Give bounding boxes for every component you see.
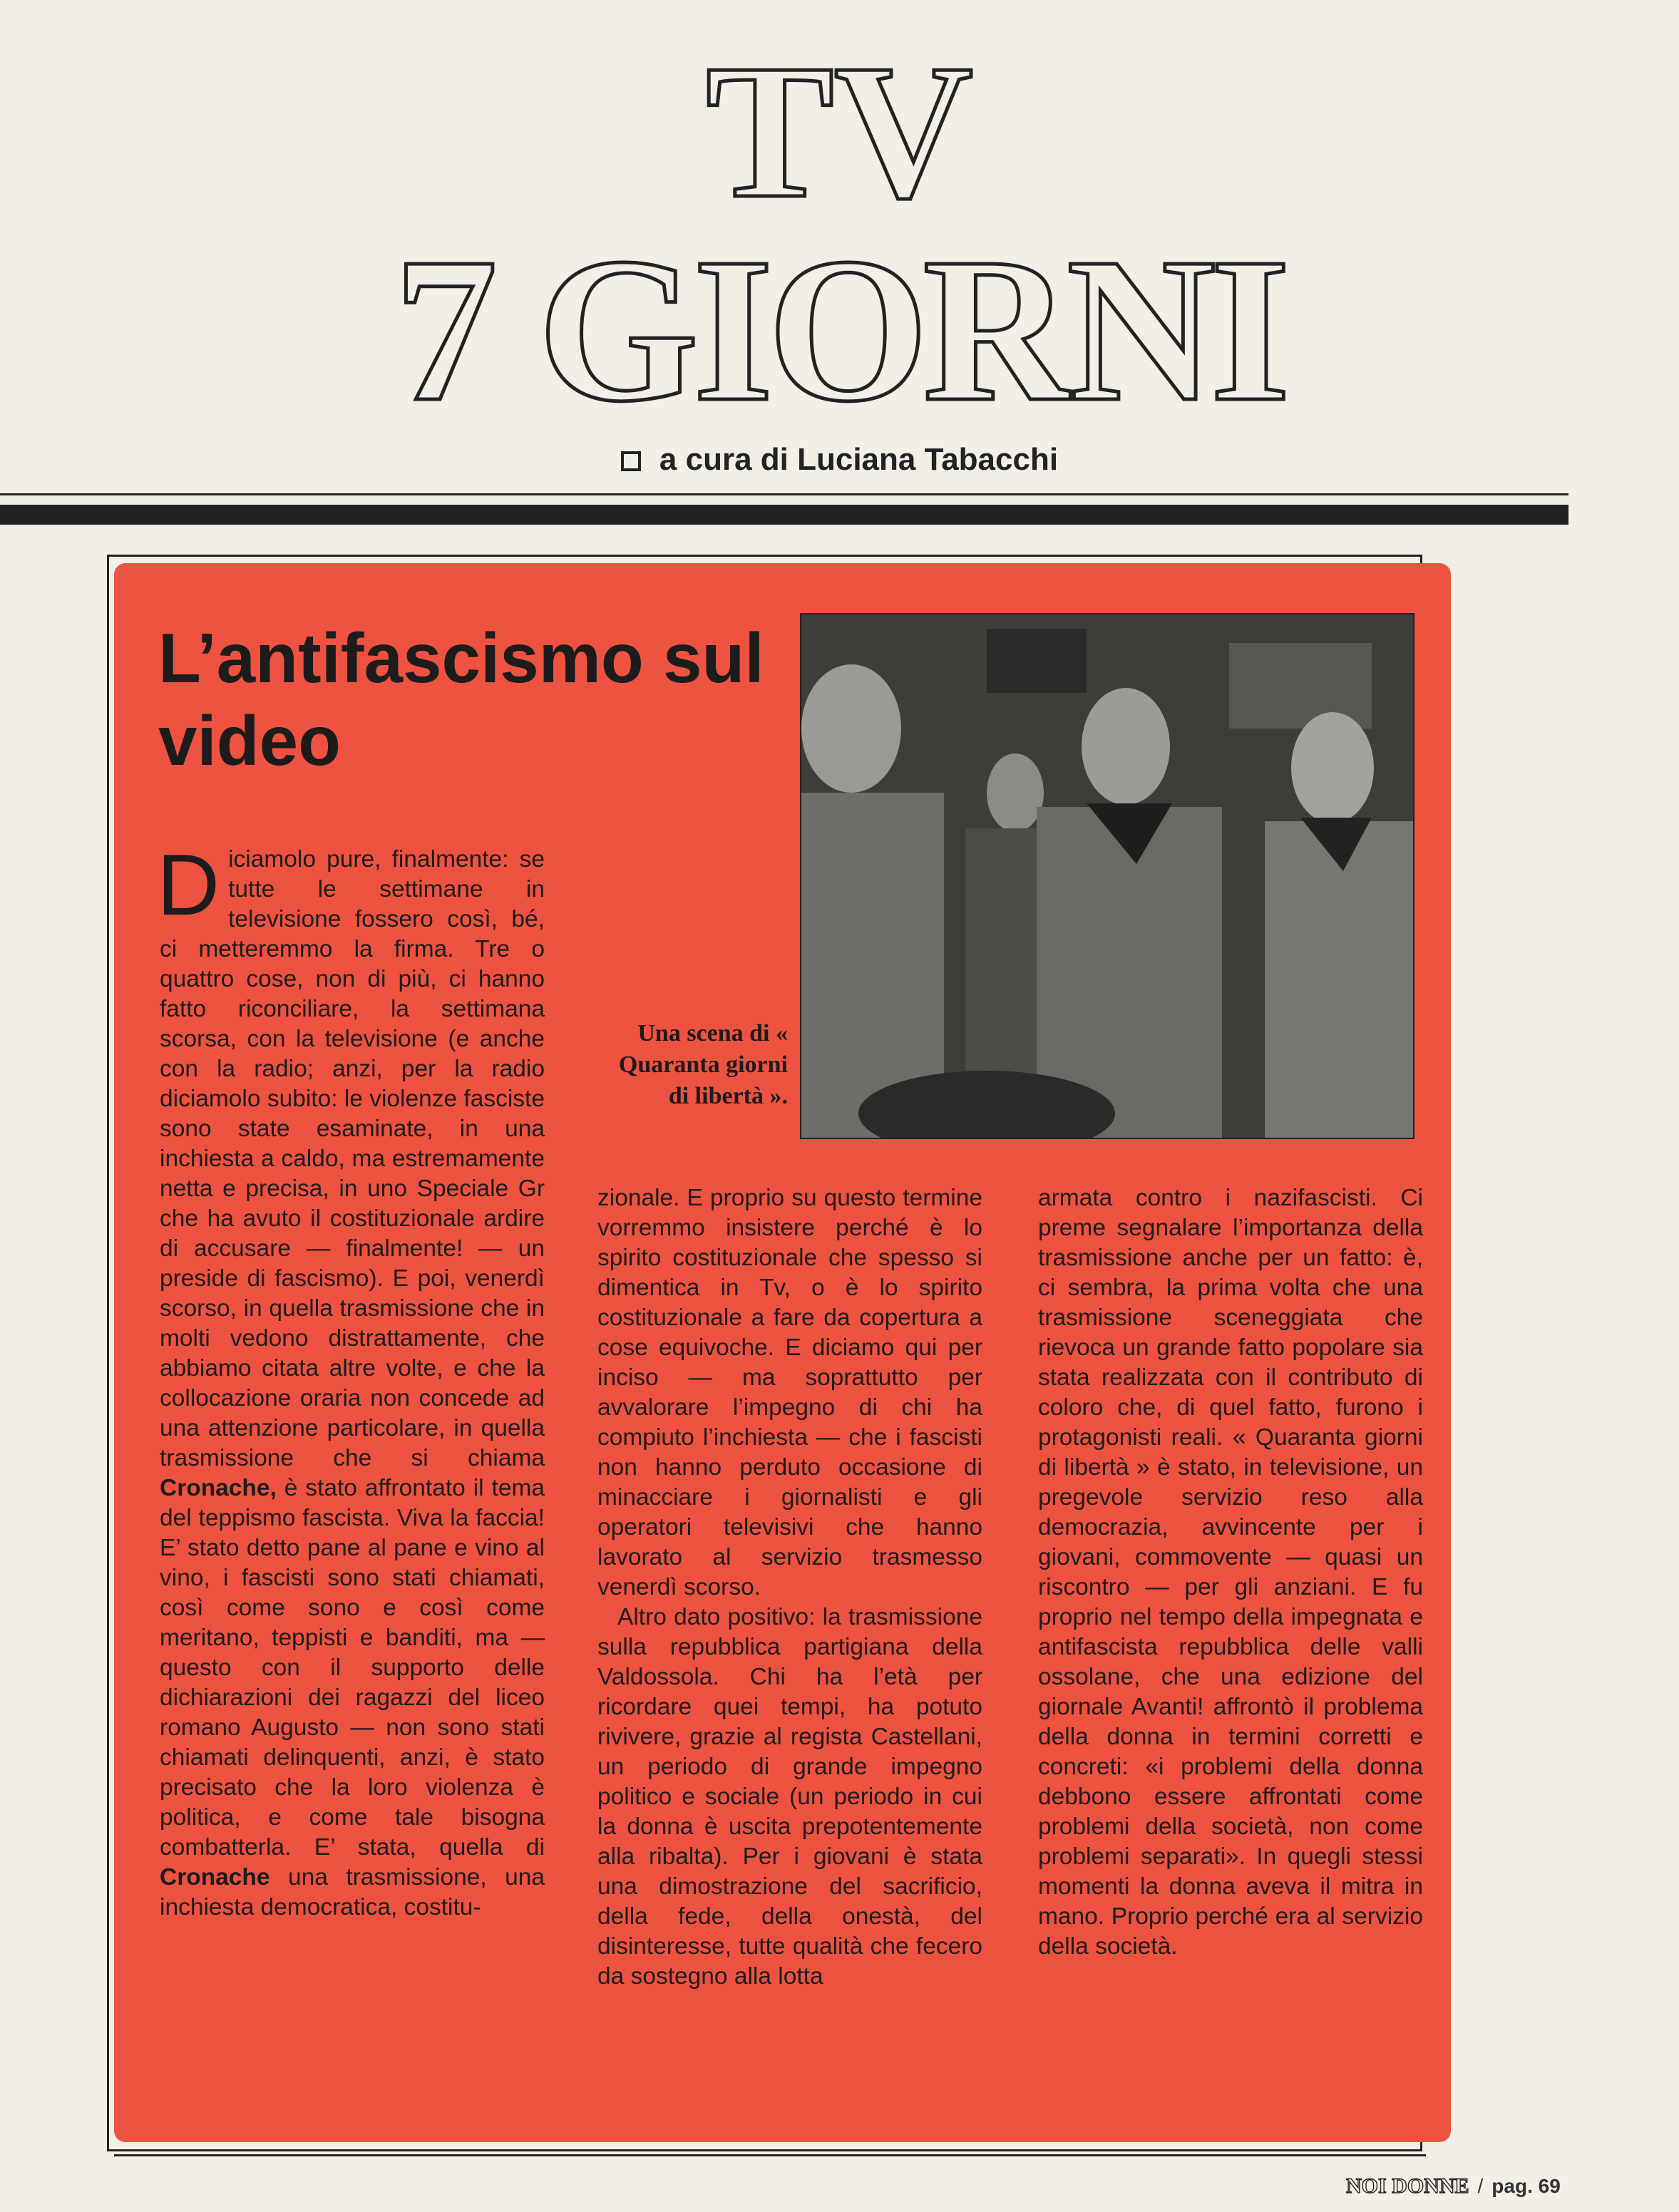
masthead-title-7-giorni: 7 GIORNI [394, 215, 1285, 444]
col1-text-c: una trasmissione, una inchiesta democratica, costitu- [160, 1864, 545, 1920]
byline-text: a cura di Luciana Tabacchi [659, 442, 1059, 477]
col1-bold-cronache-1: Cronache, [160, 1475, 277, 1501]
article-headline: L’antifascismo sul video [158, 619, 764, 780]
col3-paragraph-1: armata contro i nazifascisti. Ci preme segnalare l’importanza della trasmissione anche per un fatto: è, ci sembra, la prima volta che una trasmissione sceneggiata che rievoca un grande fatto popolare sia stata realizzata con il contributo di coloro che, di quel fatto, furono i protagonisti reali. « Quaranta giorni di libertà » è stato, in televisione, un pregevole servizio reso alla democrazia, avvincente per i giovani, commovente — quasi un riscontro — per gli anziani. E fu proprio nel tempo della impegnata e antifascista repubblica delle valli ossolane, che una edizione del giornale Avanti! affrontò il problema della donna in termini corretti e concreti: «i problemi della donna debbono essere affrontati come problemi della società, non come problemi separati». In quegli stessi momenti la donna aveva il mitra in mano. Proprio perché era al servizio della società. [1038, 1185, 1423, 1960]
drop-cap: D [157, 836, 220, 933]
square-bullet-icon [621, 451, 641, 471]
article-column-2 [597, 1183, 982, 1992]
article-photo [800, 613, 1414, 1139]
col1-paragraph-1 [157, 836, 545, 1923]
header-rule-thick [0, 505, 1568, 525]
magazine-logo: NOI DONNE [1346, 2174, 1469, 2198]
photo-caption: Una scena di « Quaranta giorni di libertà ». [618, 1020, 788, 1109]
page-number: pag. 69 [1491, 2175, 1561, 2197]
footer-separator: / [1477, 2175, 1484, 2197]
col1-text-b: è stato affrontato il tema del teppismo fascista. Viva la faccia! E’ stato detto pane al pane e vino al vino, i fascisti sono stati chiamati, così come sono e così come meritano, teppisti e banditi, ma — questo con il supporto delle dichiarazioni dei ragazzi del liceo romano Augusto — non sono stati chiamati delinquenti, anzi, è stato precisato che la loro violenza è politica, e come tale bisogna combatterla. E’ stata, quella di [160, 1475, 545, 1861]
col2-paragraph-1: zionale. E proprio su questo termine vorremmo insistere perché è lo spirito costituzionale che spesso si dimentica in Tv, o è lo spirito costituzionale a fare da copertura a cose equivoche. E diciamo qui per inciso — ma soprattutto per avvalorare l’impegno di chi ha compiuto l’inchiesta — che i fascisti non hanno perduto occasione di minacciare i giornalisti e gli operatori televisivi che hanno lavorato al servizio trasmesso venerdì scorso. [597, 1185, 982, 1600]
header-rule-thin [0, 493, 1568, 495]
page-footer [1346, 2174, 1574, 2198]
article-column-1 [157, 836, 545, 1923]
footer-rule [114, 2154, 1426, 2156]
article-column-3 [1038, 1183, 1423, 1962]
byline [0, 442, 1679, 478]
photo-scene-illustration [801, 614, 1413, 1138]
col2-paragraph-2: Altro dato positivo: la trasmissione sulla repubblica partigiana della Valdossola. Chi ha l’età per ricordare quei tempi, ha potuto rivivere, grazie al regista Castellani, un periodo di grande impegno politico e sociale (un periodo in cui la donna è uscita prepotentemente alla ribalta). Per i giovani è stata una dimostrazione del sacrificio, della fede, della onestà, del disinteresse, tutte qualità che fecero da sostegno alla lotta [597, 1604, 982, 1990]
col1-text-a: iciamolo pure, finalmente: se tutte le settimane in televisione fossero così, bé, ci metteremmo la firma. Tre o quattro cose, non di più, ci hanno fatto riconciliare, la settimana scorsa, con la televisione (e anche con la radio; anzi, per la radio diciamolo subito: le violenze fasciste sono state esaminate, in una inchiesta a caldo, ma estremamente netta e precisa, in uno Speciale Gr che ha avuto il costituzionale ardire di accusare — finalmente! — un preside di fascismo). E poi, venerdì scorso, in quella trasmissione che in molti vedono distrattamente, che abbiamo citata altre volte, e che la collocazione oraria non concede ad una attenzione particolare, in quella trasmissione che si chiama [160, 846, 545, 1471]
masthead-title-tv: TV [705, 25, 974, 238]
col1-bold-cronache-2: Cronache [160, 1864, 270, 1891]
